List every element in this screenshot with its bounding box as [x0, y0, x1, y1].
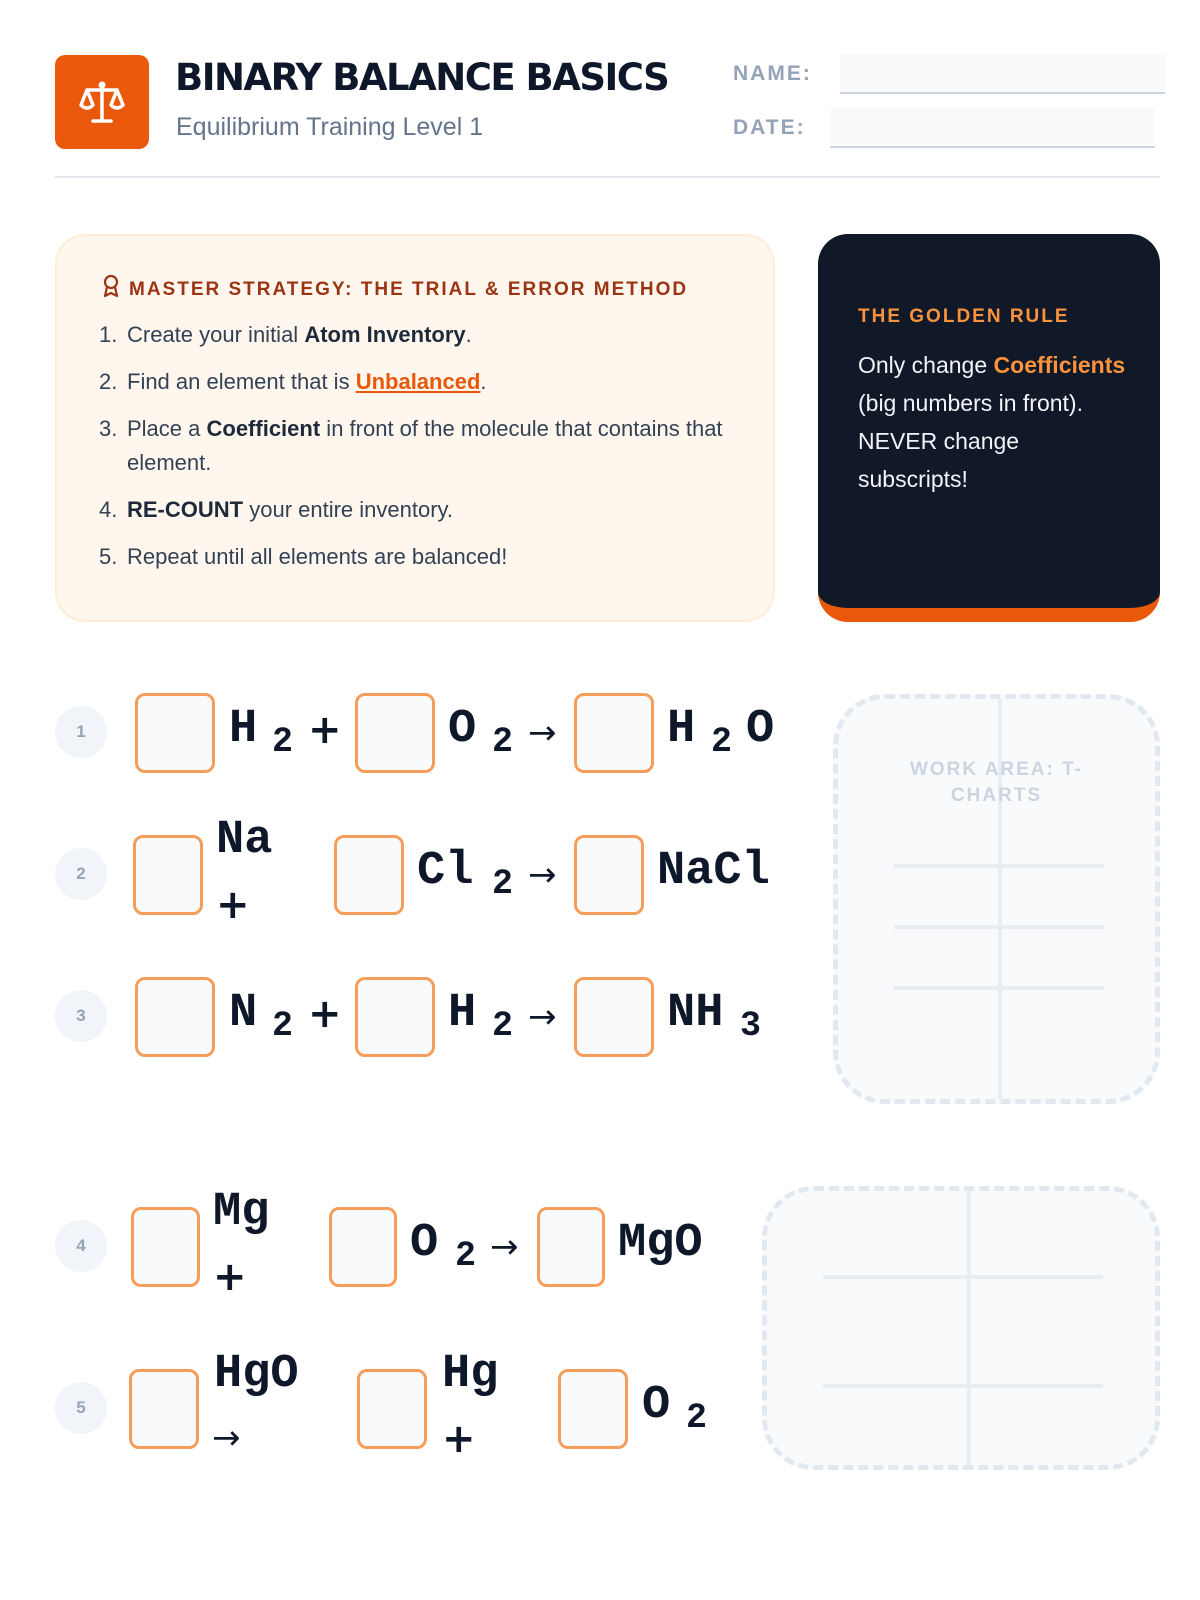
- formula-symbol: Na: [216, 814, 273, 867]
- formula-symbol: NaCl: [657, 845, 770, 898]
- formula-subscript: 2: [492, 722, 514, 762]
- coefficient-input[interactable]: [558, 1369, 628, 1449]
- coefficient-input[interactable]: [329, 1207, 397, 1287]
- plus-sign: +: [442, 1416, 476, 1462]
- date-field[interactable]: [830, 108, 1155, 148]
- equation-number: 1: [55, 706, 107, 758]
- formula-symbol: O: [642, 1379, 671, 1432]
- coefficient-input[interactable]: [574, 693, 654, 773]
- logo: [55, 55, 149, 149]
- coefficient-input[interactable]: [355, 693, 435, 773]
- coefficient-input[interactable]: [537, 1207, 605, 1287]
- award-ribbon-icon: [101, 274, 121, 298]
- work-area-label: WORK AREA: T- CHARTS: [909, 759, 1084, 806]
- strategy-step: 2. Find an element that is Unbalanced.: [99, 369, 487, 394]
- strategy-step: 4. RE-COUNT your entire inventory.: [99, 497, 454, 522]
- formula-subscript: 2: [272, 722, 294, 762]
- reaction-arrow: →: [528, 997, 557, 1037]
- date-label: DATE:: [733, 116, 806, 139]
- golden-rule-text: Only change Coefficients (big numbers in front). NEVER change subscripts!: [858, 352, 1126, 492]
- coefficient-input[interactable]: [574, 977, 654, 1057]
- plus-sign: +: [308, 707, 342, 753]
- formula-symbol: H: [229, 703, 258, 756]
- formula-symbol: MgO: [618, 1217, 703, 1270]
- formula-symbol: Mg: [213, 1186, 270, 1239]
- formula-subscript: 2: [492, 864, 514, 904]
- work-area-t-chart[interactable]: [833, 694, 1160, 1104]
- golden-rule-card: [818, 234, 1160, 622]
- balance-scale-icon: [77, 77, 127, 127]
- strategy-heading: MASTER STRATEGY: THE TRIAL & ERROR METHOD: [101, 274, 688, 301]
- strategy-steps: [99, 318, 739, 587]
- formula-subscript: 2: [455, 1236, 477, 1276]
- coefficient-input[interactable]: [135, 693, 215, 773]
- reaction-arrow: →: [490, 1227, 519, 1267]
- formula-symbol: NH: [667, 987, 724, 1040]
- reaction-arrow: →: [528, 855, 557, 895]
- formula-subscript: 3: [740, 1006, 762, 1046]
- t-chart-rule: [894, 925, 1104, 929]
- t-chart-divider: [967, 1191, 971, 1465]
- page-title: BINARY BALANCE BASICS: [175, 56, 669, 99]
- strategy-box: [55, 234, 775, 622]
- plus-sign: +: [216, 882, 250, 928]
- t-chart-rule: [894, 864, 1104, 868]
- coefficient-input[interactable]: [131, 1207, 200, 1287]
- t-chart-rule: [894, 986, 1104, 990]
- coefficient-input[interactable]: [355, 977, 435, 1057]
- formula-symbol: O: [448, 703, 477, 756]
- formula-symbol: Cl: [417, 845, 474, 898]
- name-field[interactable]: [840, 54, 1165, 94]
- strategy-step: 1. Create your initial Atom Inventory.: [99, 322, 472, 347]
- formula-subscript: 2: [711, 722, 733, 762]
- formula-symbol: H: [448, 987, 477, 1040]
- plus-sign: +: [213, 1254, 247, 1300]
- coefficient-input[interactable]: [574, 835, 644, 915]
- formula-subscript: 2: [272, 1006, 294, 1046]
- formula-subscript: 2: [686, 1398, 708, 1438]
- reaction-arrow: →: [212, 1418, 241, 1458]
- strategy-step: 5. Repeat until all elements are balanced!: [99, 544, 508, 569]
- coefficient-input[interactable]: [133, 835, 203, 915]
- formula-symbol: Hg: [442, 1348, 499, 1401]
- formula-symbol: O: [746, 703, 775, 756]
- header-divider: [55, 176, 1160, 178]
- coefficient-input[interactable]: [357, 1369, 427, 1449]
- work-area-t-chart[interactable]: [762, 1186, 1160, 1470]
- equation-number: 5: [55, 1382, 107, 1434]
- equation-number: 4: [55, 1220, 107, 1272]
- name-label: NAME:: [733, 62, 812, 85]
- equation-number: 2: [55, 848, 107, 900]
- t-chart-rule: [823, 1384, 1103, 1388]
- coefficient-input[interactable]: [334, 835, 404, 915]
- reaction-arrow: →: [528, 713, 557, 753]
- formula-symbol: O: [410, 1217, 439, 1270]
- coefficient-input[interactable]: [135, 977, 215, 1057]
- formula-subscript: 2: [492, 1006, 514, 1046]
- formula-symbol: H: [667, 703, 696, 756]
- golden-rule-title: THE GOLDEN RULE: [858, 306, 1070, 327]
- strategy-step: 3. Place a Coefficient in front of the molecule that contains that element.: [99, 416, 723, 475]
- formula-symbol: HgO: [214, 1348, 299, 1401]
- coefficient-input[interactable]: [129, 1369, 199, 1449]
- t-chart-rule: [823, 1275, 1103, 1279]
- page-subtitle: Equilibrium Training Level 1: [176, 113, 484, 141]
- plus-sign: +: [308, 991, 342, 1037]
- equation-number: 3: [55, 990, 107, 1042]
- formula-symbol: N: [229, 987, 258, 1040]
